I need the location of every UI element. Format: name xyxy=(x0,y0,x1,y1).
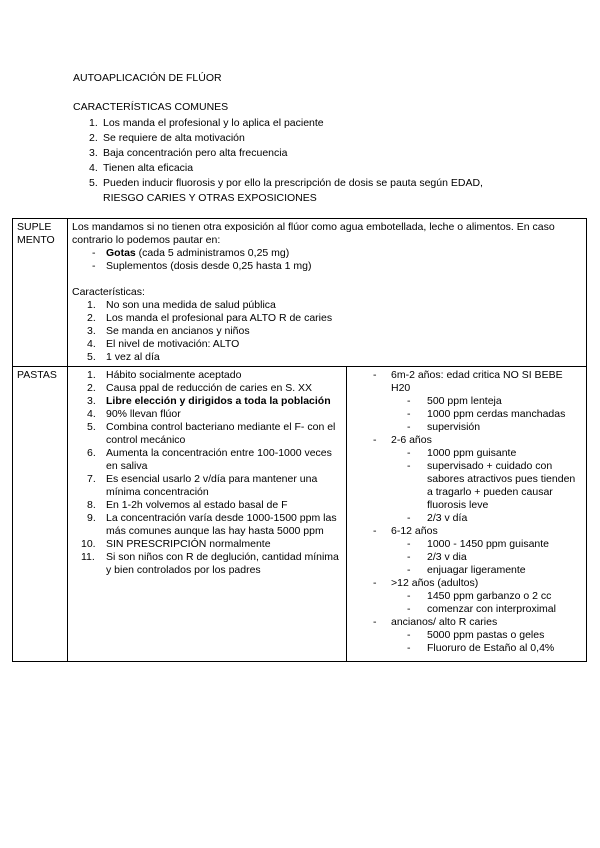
pastes-features-cell xyxy=(68,367,347,662)
age-group: - 6-12 años - 1000 - 1450 ppm guisante - 2/3 v dia - enjuagar ligeramente xyxy=(351,525,582,577)
list-item: - Gotas (cada 5 administramos 0,25 mg) xyxy=(72,247,582,260)
age-groups-list xyxy=(351,369,582,655)
list-item: - 2/3 v día xyxy=(391,512,582,525)
section-subtitle: CARACTERÍSTICAS COMUNES xyxy=(73,101,229,113)
age-group: - ancianos/ alto R caries - 5000 ppm pastas o geles - Fluoruro de Estaño al 0,4% xyxy=(351,616,582,655)
list-item: - 1000 - 1450 ppm guisante xyxy=(391,538,582,551)
age-group-details xyxy=(391,538,582,577)
list-item: - Suplementos (dosis desde 0,25 hasta 1 mg) xyxy=(72,260,582,273)
list-item: 6. Aumenta la concentración entre 100-1000 veces en saliva xyxy=(87,447,332,472)
supplement-forms-list xyxy=(72,247,582,273)
list-item: - 1000 ppm guisante xyxy=(391,447,582,460)
list-item: - 1000 ppm cerdas manchadas xyxy=(391,408,582,421)
list-item: 10. SIN PRESCRIPCIÓN normalmente xyxy=(81,538,271,550)
age-group: - 2-6 años - 1000 ppm guisante - supervisado + cuidado con sabores atractivos pues tienden a tragarlo + pueden causar fluorosis leve - 2/3 v día xyxy=(351,434,582,525)
age-group: - 6m-2 años: edad critica NO SI BEBE H20 - 500 ppm lenteja - 1000 ppm cerdas manchadas - supervisión xyxy=(351,369,582,434)
fluoride-table xyxy=(12,218,587,662)
list-item: 4. Tienen alta eficacia xyxy=(89,162,194,174)
list-item: 4. 90% llevan flúor xyxy=(87,408,181,420)
list-item: 9. La concentración varía desde 1000-1500 ppm las más comunes aunque las hay hasta 5000 ppm xyxy=(87,512,337,537)
pastes-ages-cell xyxy=(347,367,587,662)
pastes-features-list xyxy=(72,369,342,577)
supplement-label-cell: SUPLE MENTO xyxy=(13,219,68,367)
list-item: - comenzar con interproximal xyxy=(391,603,582,616)
list-item: 7. Es esencial usarlo 2 v/día para mantener una mínima concentración xyxy=(87,473,318,498)
age-group-details xyxy=(391,395,582,434)
list-item: - 5000 ppm pastas o geles xyxy=(391,629,582,642)
table-row-supplement xyxy=(13,219,587,367)
features-title: Características: xyxy=(72,286,145,298)
list-item: - enjuagar ligeramente xyxy=(391,564,582,577)
list-item: 1. No son una medida de salud pública xyxy=(87,299,276,311)
supplement-intro: Los mandamos si no tienen otra exposición al flúor como agua embotellada, leche o alimentos. En caso contrario lo podemos pautar en: xyxy=(72,221,555,246)
list-item: 8. En 1-2h volvemos al estado basal de F xyxy=(87,499,288,511)
list-item: 5. Combina control bacteriano mediante el F- con el control mecánico xyxy=(87,421,336,446)
list-item: 1. Hábito socialmente aceptado xyxy=(87,369,242,381)
document-title: AUTOAPLICACIÓN DE FLÚOR xyxy=(73,72,222,84)
list-item: 4. El nivel de motivación: ALTO xyxy=(87,338,240,350)
list-item: 5. 1 vez al día xyxy=(87,351,160,363)
list-item: - Fluoruro de Estaño al 0,4% xyxy=(391,642,582,655)
list-item: 2. Los manda el profesional para ALTO R de caries xyxy=(87,312,333,324)
table-row-pastes xyxy=(13,367,587,662)
age-group-details xyxy=(391,447,582,525)
list-item: 2. Se requiere de alta motivación xyxy=(89,132,245,144)
list-item: - 1450 ppm garbanzo o 2 cc xyxy=(391,590,582,603)
supplement-features-list xyxy=(72,299,582,364)
list-item: - supervisión xyxy=(391,421,582,434)
list-item: 3. Baja concentración pero alta frecuencia xyxy=(89,147,288,159)
pastes-label-cell: PASTAS xyxy=(13,367,68,662)
age-group-details xyxy=(391,629,582,655)
list-item: 1. Los manda el profesional y lo aplica el paciente xyxy=(89,117,324,129)
list-item: 2. Causa ppal de reducción de caries en S. XX xyxy=(87,382,313,394)
age-group-details xyxy=(391,590,582,616)
list-item: 3. Se manda en ancianos y niños xyxy=(87,325,250,337)
list-item: - 2/3 v dia xyxy=(391,551,582,564)
list-item: 3. Libre elección y dirigidos a toda la población xyxy=(87,395,331,407)
age-group: - >12 años (adultos) - 1450 ppm garbanzo o 2 cc - comenzar con interproximal xyxy=(351,577,582,616)
list-item: - supervisado + cuidado con sabores atractivos pues tienden a tragarlo + pueden causar fluorosis leve xyxy=(391,460,582,512)
supplement-content-cell xyxy=(68,219,587,367)
common-characteristics-list xyxy=(73,116,533,206)
list-item: - 500 ppm lenteja xyxy=(391,395,582,408)
list-item: 11. Si son niños con R de deglución, cantidad mínima y bien controlados por los padres xyxy=(81,551,339,576)
list-item: 5. Pueden inducir fluorosis y por ello la prescripción de dosis se pauta según EDAD, RIESGO CARIES Y OTRAS EXPOSICIONES xyxy=(89,177,483,204)
